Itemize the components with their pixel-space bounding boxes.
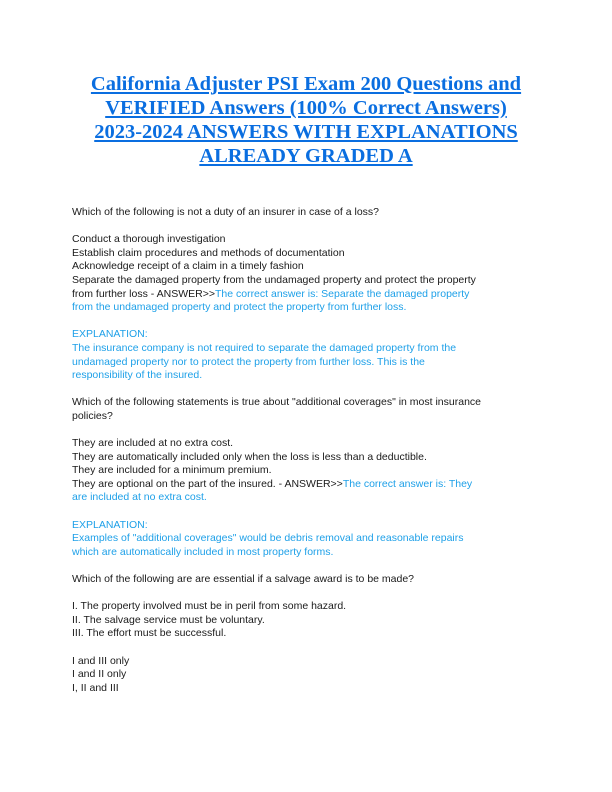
title-line: California Adjuster PSI Exam 200 Questions and bbox=[90, 73, 522, 95]
explanation-text: The insurance company is not required to separate the damaged property from the bbox=[72, 341, 457, 354]
title-line: VERIFIED Answers (100% Correct Answers) bbox=[105, 97, 507, 119]
answer-option: I and II only bbox=[72, 668, 127, 681]
title-line: ALREADY GRADED A bbox=[199, 145, 413, 167]
explanation-label: EXPLANATION: bbox=[72, 518, 148, 531]
statement: III. The effort must be successful. bbox=[72, 627, 227, 640]
answer-option: I, II and III bbox=[72, 681, 119, 694]
explanation-label: EXPLANATION: bbox=[72, 328, 148, 341]
question-text: Which of the following is not a duty of an insurer in case of a loss? bbox=[72, 206, 379, 218]
answer-option: They are automatically included only when the loss is less than a deductible. bbox=[72, 450, 427, 463]
document-body bbox=[72, 206, 540, 695]
correct-answer-continued: from the undamaged property and protect the property from further loss. bbox=[72, 301, 407, 314]
explanation-text: responsibility of the insured. bbox=[72, 369, 203, 382]
explanation-text: Examples of "additional coverages" would be debris removal and reasonable repairs bbox=[72, 532, 464, 545]
answer-option: Establish claim procedures and methods of documentation bbox=[72, 246, 345, 259]
question-text: Which of the following statements is true about "additional coverages" in most insurance bbox=[72, 396, 482, 409]
question-block-3 bbox=[72, 573, 540, 695]
answer-option: Separate the damaged property from the undamaged property and protect the property bbox=[72, 273, 476, 286]
explanation-text: which are automatically included in most property forms. bbox=[72, 545, 334, 558]
answer-option: Acknowledge receipt of a claim in a timely fashion bbox=[72, 260, 304, 273]
question-text-continued: policies? bbox=[72, 409, 113, 422]
answer-option-continued bbox=[72, 288, 540, 302]
correct-answer: The correct answer is: Separate the damaged property bbox=[214, 287, 470, 300]
document-title bbox=[72, 72, 540, 168]
answer-option: I and III only bbox=[72, 654, 130, 667]
answer-prefix: from further loss - ANSWER>> bbox=[72, 287, 215, 300]
title-line: 2023-2024 ANSWERS WITH EXPLANATIONS bbox=[94, 121, 518, 143]
answer-option bbox=[72, 478, 540, 492]
question-text: Which of the following are are essential if a salvage award is to be made? bbox=[72, 573, 415, 586]
question-block-2 bbox=[72, 396, 540, 559]
answer-option: Conduct a thorough investigation bbox=[72, 233, 226, 246]
statement: II. The salvage service must be voluntary. bbox=[72, 613, 265, 626]
answer-prefix: They are optional on the part of the insured. - ANSWER>> bbox=[72, 477, 343, 490]
answer-option: They are included at no extra cost. bbox=[72, 437, 234, 450]
correct-answer: The correct answer is: They bbox=[342, 477, 473, 490]
correct-answer-continued: are included at no extra cost. bbox=[72, 491, 207, 504]
question-block-1 bbox=[72, 206, 540, 383]
statement: I. The property involved must be in peril from some hazard. bbox=[72, 600, 347, 613]
explanation-text: undamaged property nor to protect the property from further loss. This is the bbox=[72, 355, 425, 368]
answer-option: They are included for a minimum premium. bbox=[72, 464, 272, 477]
